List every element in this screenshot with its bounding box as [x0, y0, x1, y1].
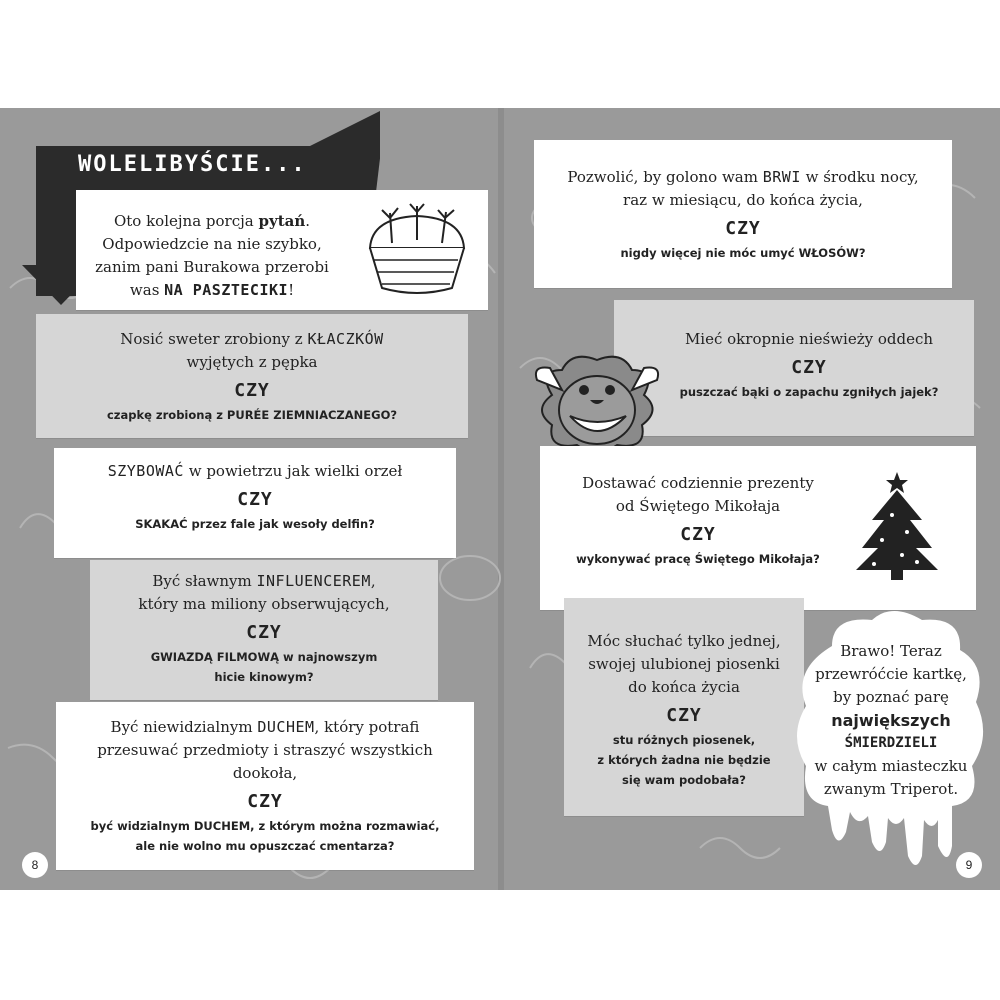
q3-line-2: który ma miliony obserwujących, — [138, 595, 390, 613]
cloud-message — [806, 640, 976, 801]
q5-answer: nigdy więcej nie móc umyć WŁOSÓW? — [620, 246, 866, 260]
question-card-6 — [614, 300, 974, 436]
q5-line-2: raz w miesiącu, do końca życia, — [623, 191, 863, 209]
intro-line-1: Oto kolejna porcja pytań. — [113, 212, 311, 230]
question-card-3 — [90, 560, 438, 700]
q6-answer: puszczać bąki o zapachu zgniłych jajek? — [679, 385, 939, 399]
q4-answer-line-1: być widzialnym DUCHEM, z którym można rozmawiać, — [90, 819, 440, 833]
q3-line-1: Być sławnym INFLUENCEREM, — [152, 572, 376, 590]
q6-czy: CZY — [791, 357, 827, 378]
cloud-line-1: Brawo! Teraz — [840, 642, 942, 660]
q8-line-1: Móc słuchać tylko jednej, — [587, 632, 781, 650]
q3-answer-line-2: hicie kinowym? — [214, 670, 314, 684]
q6-line-1: Mieć okropnie nieświeży oddech — [684, 330, 934, 348]
q8-line-2: swojej ulubionej piosenki — [588, 655, 780, 673]
monster-face-icon — [532, 350, 662, 460]
q2-czy: CZY — [237, 489, 273, 510]
q2-line-1: SZYBOWAĆ w powietrzu jak wielki orzeł — [107, 462, 403, 480]
q7-answer: wykonywać pracę Świętego Mikołaja? — [576, 552, 820, 566]
question-card-1 — [36, 314, 468, 438]
question-card-5 — [534, 140, 952, 288]
cloud-line-5: ŚMIERDZIELI — [844, 735, 938, 751]
q3-czy: CZY — [246, 622, 282, 643]
page-number-left: 8 — [22, 852, 48, 878]
q1-line-1: Nosić sweter zrobiony z KŁACZKÓW — [120, 330, 384, 348]
intro-line-3: zanim pani Burakowa przerobi — [95, 258, 329, 276]
q1-czy: CZY — [234, 380, 270, 401]
cloud-line-3: by poznać parę — [833, 688, 949, 706]
q4-answer-line-2: ale nie wolno mu opuszczać cmentarza? — [135, 839, 395, 853]
q3-answer-line-1: GWIAZDĄ FILMOWĄ w najnowszym — [150, 650, 378, 664]
q5-czy: CZY — [725, 218, 761, 239]
question-card-8 — [564, 598, 804, 816]
q5-line-1: Pozwolić, by golono wam BRWI w środku nocy, — [567, 168, 919, 186]
q1-answer: czapkę zrobioną z PURÉE ZIEMNIACZANEGO? — [106, 408, 398, 422]
question-card-2 — [54, 448, 456, 558]
q8-answer-line-3: się wam podobała? — [622, 773, 746, 787]
question-card-4 — [56, 702, 474, 870]
intro-line-4: was NA PASZTECIKI! — [129, 281, 295, 299]
q8-czy: CZY — [666, 705, 702, 726]
q4-line-2: przesuwać przedmioty i straszyć wszystkich — [97, 741, 433, 759]
cloud-line-6: w całym miasteczku — [814, 757, 968, 775]
cloud-line-4: największych — [831, 711, 951, 730]
intro-line-2: Odpowiedzcie na nie szybko, — [102, 235, 322, 253]
page-heading: WOLELIBYŚCIE... — [78, 152, 307, 177]
page-number-right: 9 — [956, 852, 982, 878]
q4-line-1: Być niewidzialnym DUCHEM, który potrafi — [110, 718, 420, 736]
q7-line-2: od Świętego Mikołaja — [615, 497, 781, 515]
q1-line-2: wyjętych z pępka — [186, 353, 318, 371]
q8-answer-line-1: stu różnych piosenek, — [612, 733, 756, 747]
q7-line-1: Dostawać codziennie prezenty — [582, 474, 814, 492]
christmas-tree-icon — [852, 470, 942, 580]
q7-czy: CZY — [680, 524, 716, 545]
q8-answer-line-2: z których żadna nie będzie — [597, 753, 771, 767]
q4-czy: CZY — [247, 791, 283, 812]
cloud-line-7: zwanym Triperot. — [823, 780, 959, 798]
q8-line-3: do końca życia — [628, 678, 740, 696]
pie-icon — [362, 198, 472, 298]
q4-line-3: dookoła, — [232, 764, 298, 782]
cloud-line-2: przewróćcie kartkę, — [815, 665, 967, 683]
q2-answer: SKAKAĆ przez fale jak wesoły delfin? — [135, 517, 375, 531]
